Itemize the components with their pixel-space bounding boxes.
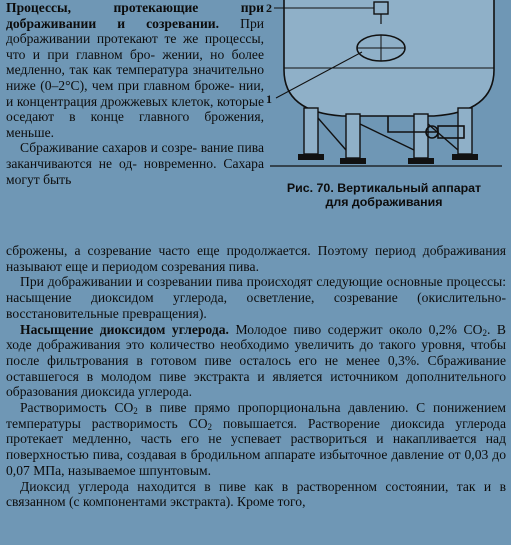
caption-line: Рис. 70. Вертикальный аппарат: [286, 181, 482, 195]
left-column: [6, 0, 264, 187]
text-line: клеток, которые оседают в конце: [6, 93, 264, 125]
paragraph-co2-states: Диоксид углерода находится в пиве как в растворенном состоянии, так и в связанном (с компонентами экстракта). Кроме того,: [6, 478, 506, 510]
section-heading: Процессы, протекающие при дображивании и созревании.: [6, 0, 264, 31]
paragraph-sugars-continued: сброжены, а созревание часто еще продолжается. Поэтому период дображивания называют еще и периодом созревания пива.: [6, 243, 506, 274]
figure-label-2: 2: [266, 1, 272, 15]
figure-caption: [268, 181, 500, 209]
text-line: вание пива заканчиваются не од-: [6, 140, 264, 171]
subheading-co2: Насыщение диоксидом углерода.: [20, 321, 229, 337]
full-width-text: [6, 243, 506, 510]
paragraph-co2-saturation: Насыщение диоксидом углерода. Молодое пиво содержит около 0,2% $CO_2$. В ходе дображивания это количество необходимо увеличить до такого уровня, чтобы после фильтрования в готовом пиве осталось его не менее 0,3%. Сбраживание оставшегося в молодом пиве экстракта и является источником дополнительного образования диоксида углерода.: [6, 321, 506, 400]
tank-feet: [298, 154, 478, 164]
text-line: жении, но более медленно, так: [6, 46, 264, 78]
text-line: как температура значительно ниже: [6, 62, 264, 93]
paragraph-sugars: [6, 140, 264, 187]
caption-line: для дображивания: [325, 195, 443, 209]
text-line: нии, и концентрация дрожжевых: [6, 77, 264, 109]
figure-label-1: 1: [266, 92, 272, 106]
text-line: Сбраживание сахаров и созре-: [20, 140, 198, 156]
text-line: (0–2°С), чем при главном броже-: [40, 77, 235, 93]
text-line: При: [240, 15, 265, 31]
text-line: дображивании протекают те же: [6, 31, 199, 47]
tank-shell: [284, 0, 494, 116]
text-line: процессы, что и при главном бро-: [6, 31, 264, 62]
figure-vertical-tank: [262, 0, 511, 210]
paragraph-intro: [6, 0, 264, 140]
text-line: новременно. Сахара могут быть: [6, 155, 264, 187]
paragraph-solubility: Растворимость $СО_2$ в пиве прямо пропорциональна давлению. С понижением температуры растворимость $СО_2$ повышается. Растворение диоксида углерода протекает медленно, часть его не успевает раствориться и накапливается над поверхностью пива, создавая в бродильном аппарате избыточное давление от 0,03 до 0,07 МПа, называемое шпунтовым.: [6, 400, 506, 478]
paragraph-processes: При дображивании и созревании пива происходят следующие основные процессы: насыщение диоксидом углерода, осветление, созревание (окислительно-восстановительные превращения).: [6, 274, 506, 321]
tank-drawing: [262, 0, 511, 180]
text-line: главного брожения, меньше.: [6, 109, 264, 140]
